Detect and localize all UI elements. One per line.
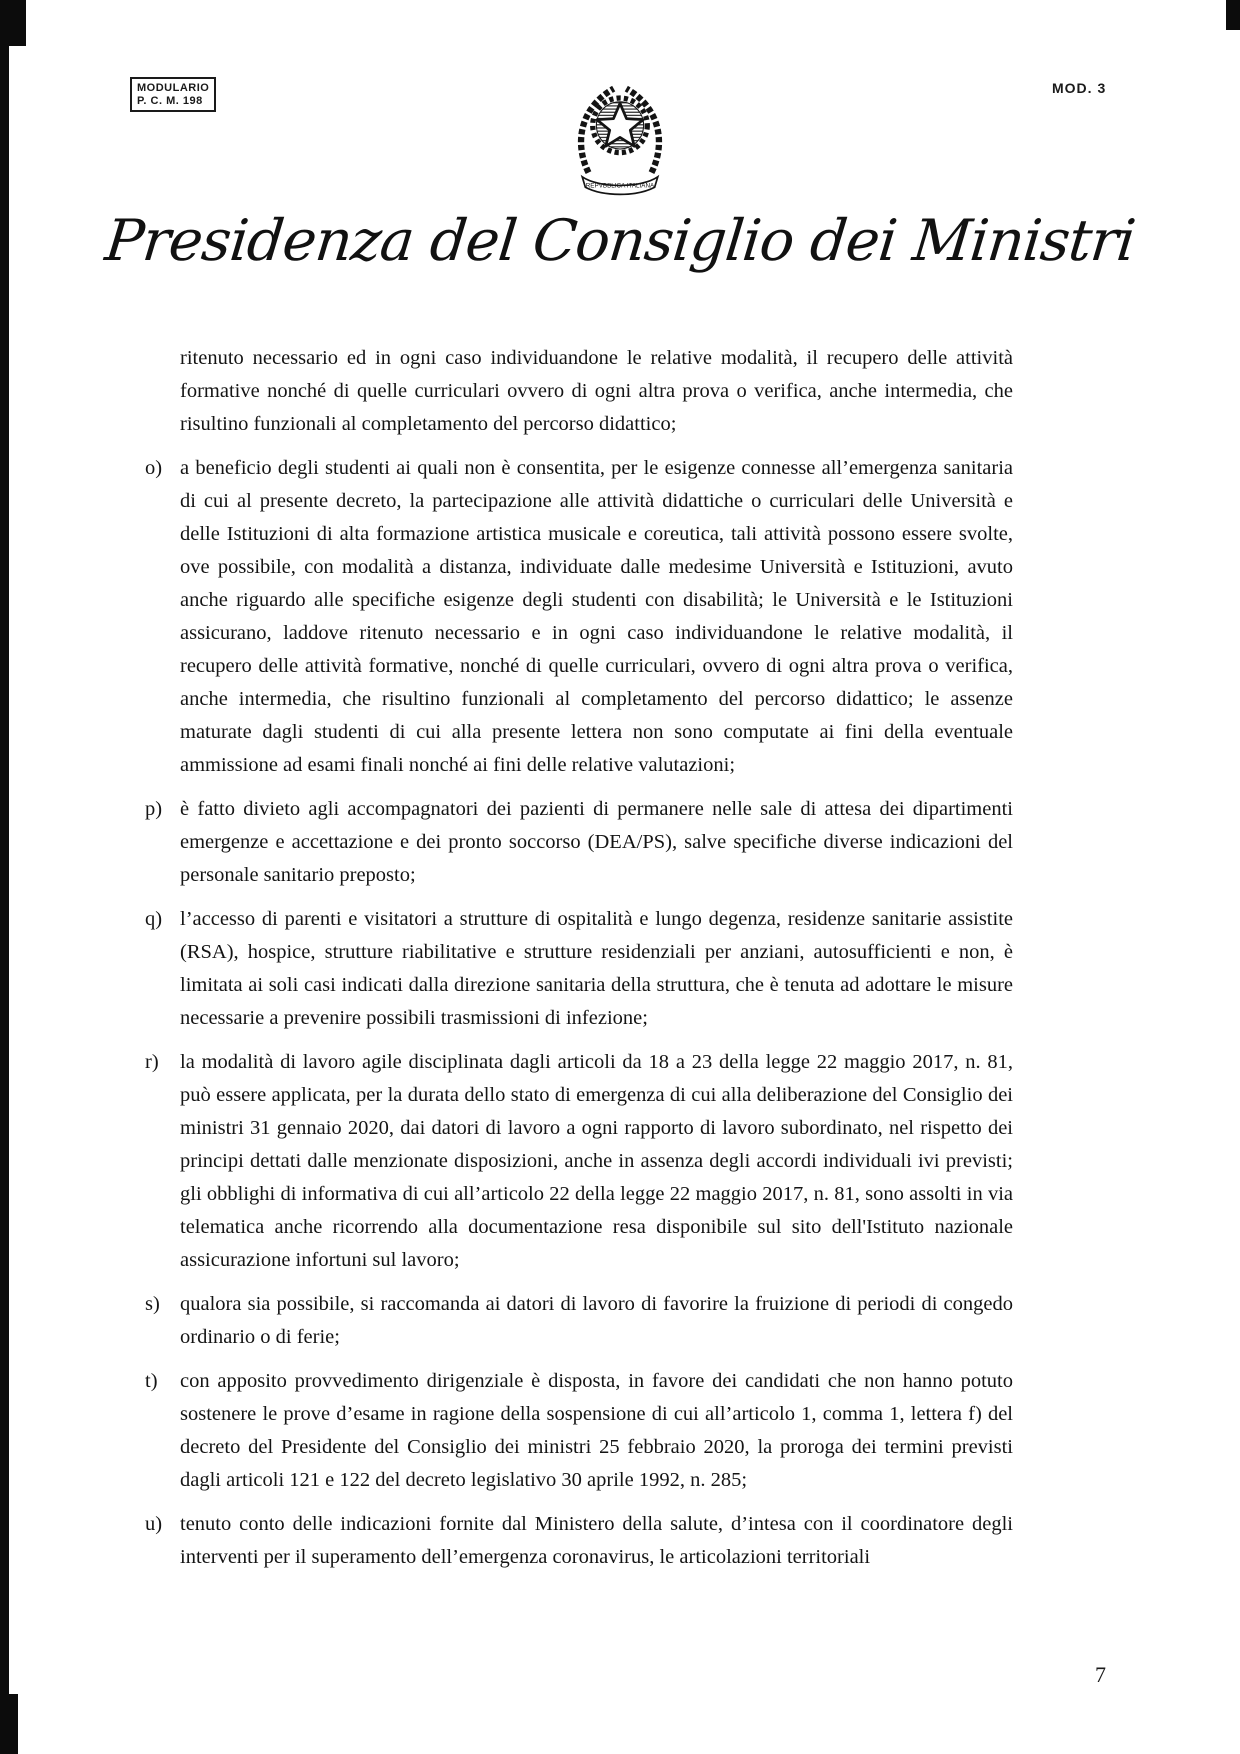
scan-artifact-top-left-corner: [0, 0, 26, 46]
list-item-o: [145, 452, 1013, 782]
item-text: a beneficio degli studenti ai quali non è consentita, per le esigenze connesse all’emergenza sanitaria di cui al presente decreto, la partecipazione alle attività didattiche o curriculari delle Università e delle Istituzioni di alta formazione artistica musicale e coreutica, tali attività possono essere svolte, ove possibile, con modalità a distanza, individuate dalle medesime Università e Istituzioni, avuto anche riguardo alle specifiche esigenze degli studenti con disabilità; le Università e le Istituzioni assicurano, laddove ritenuto necessario e in ogni caso individuandone le relative modalità, il recupero delle attività formative, nonché di quelle curriculari, ovvero di ogni altra prova o verifica, anche intermedia, che risultino funzionali al completamento del percorso didattico; le assenze maturate dagli studenti di cui alla presente lettera non sono computate ai fini della eventuale ammissione ad esami finali nonché ai fini delle relative valutazioni;: [180, 457, 1013, 776]
item-text: con apposito provvedimento dirigenziale è disposta, in favore dei candidati che non hanno potuto sostenere le prove d’esame in ragione della sospensione di cui all’articolo 1, comma 1, lettera f) del decreto del Presidente del Consiglio dei ministri 25 febbraio 2020, la proroga dei termini previsti dagli articoli 121 e 122 del decreto legislativo 30 aprile 1992, n. 285;: [180, 1370, 1013, 1491]
page-number: 7: [1095, 1662, 1106, 1687]
item-letter: r): [145, 1051, 159, 1073]
item-letter: p): [145, 798, 163, 820]
list-item-q: [145, 903, 1013, 1035]
item-text: qualora sia possibile, si raccomanda ai datori di lavoro di favorire la fruizione di periodi di congedo ordinario o di ferie;: [180, 1293, 1013, 1348]
list-item-s: [145, 1288, 1013, 1354]
modulario-stamp-box: [130, 77, 216, 112]
intro-paragraph: ritenuto necessario ed in ogni caso individuandone le relative modalità, il recupero delle attività formative nonché di quelle curriculari ovvero di ogni altra prova o verifica, anche intermedia, che risultino funzionali al completamento del percorso didattico;: [180, 347, 1013, 435]
scan-artifact-bottom-left-corner: [0, 1694, 18, 1754]
letterhead-script-title: Presidenza del Consiglio dei Ministri: [102, 208, 1138, 274]
item-text: tenuto conto delle indicazioni fornite dal Ministero della salute, d’intesa con il coordinatore degli interventi per il superamento dell’emergenza coronavirus, le articolazioni territoriali: [180, 1513, 1013, 1568]
item-letter: o): [145, 457, 163, 479]
item-text: l’accesso di parenti e visitatori a strutture di ospitalità e lungo degenza, residenze sanitarie assistite (RSA), hospice, strutture riabilitative e strutture residenziali per anziani, autosufficienti e non, è limitata ai soli casi indicati dalla direzione sanitaria della struttura, che è tenuta ad adottare le misure necessarie a prevenire possibili trasmissioni di infezione;: [180, 908, 1013, 1029]
item-letter: t): [145, 1370, 158, 1392]
list-item-p: [145, 793, 1013, 892]
scan-artifact-top-right-corner: [1226, 0, 1240, 30]
item-letter: u): [145, 1513, 163, 1535]
list-item-r: [145, 1046, 1013, 1277]
item-letter: q): [145, 908, 163, 930]
italian-republic-emblem-icon: [562, 76, 678, 202]
item-letter: s): [145, 1293, 160, 1315]
stamp-line1: MODULARIO: [137, 82, 210, 94]
mod-number-label: MOD. 3: [1052, 80, 1107, 96]
document-body: [145, 342, 1013, 1585]
list-item-t: [145, 1365, 1013, 1497]
emblem-banner-text: REPVBBLICA ITALIANA: [585, 182, 655, 190]
list-item-u: [145, 1508, 1013, 1574]
item-text: la modalità di lavoro agile disciplinata dagli articoli da 18 a 23 della legge 22 maggio 2017, n. 81, può essere applicata, per la durata dello stato di emergenza di cui alla deliberazione del Consiglio dei ministri 31 gennaio 2020, dai datori di lavoro a ogni rapporto di lavoro subordinato, nel rispetto dei principi dettati dalle menzionate disposizioni, anche in assenza degli accordi individuali ivi previsti; gli obblighi di informativa di cui all’articolo 22 della legge 22 maggio 2017, n. 81, sono assolti in via telematica anche ricorrendo alla documentazione resa disponibile sul sito dell'Istituto nazionale assicurazione infortuni sul lavoro;: [180, 1051, 1013, 1271]
stamp-line2: P. C. M. 198: [137, 95, 203, 107]
item-text: è fatto divieto agli accompagnatori dei pazienti di permanere nelle sale di attesa dei dipartimenti emergenze e accettazione e dei pronto soccorso (DEA/PS), salve specifiche diverse indicazioni del personale sanitario preposto;: [180, 798, 1013, 886]
